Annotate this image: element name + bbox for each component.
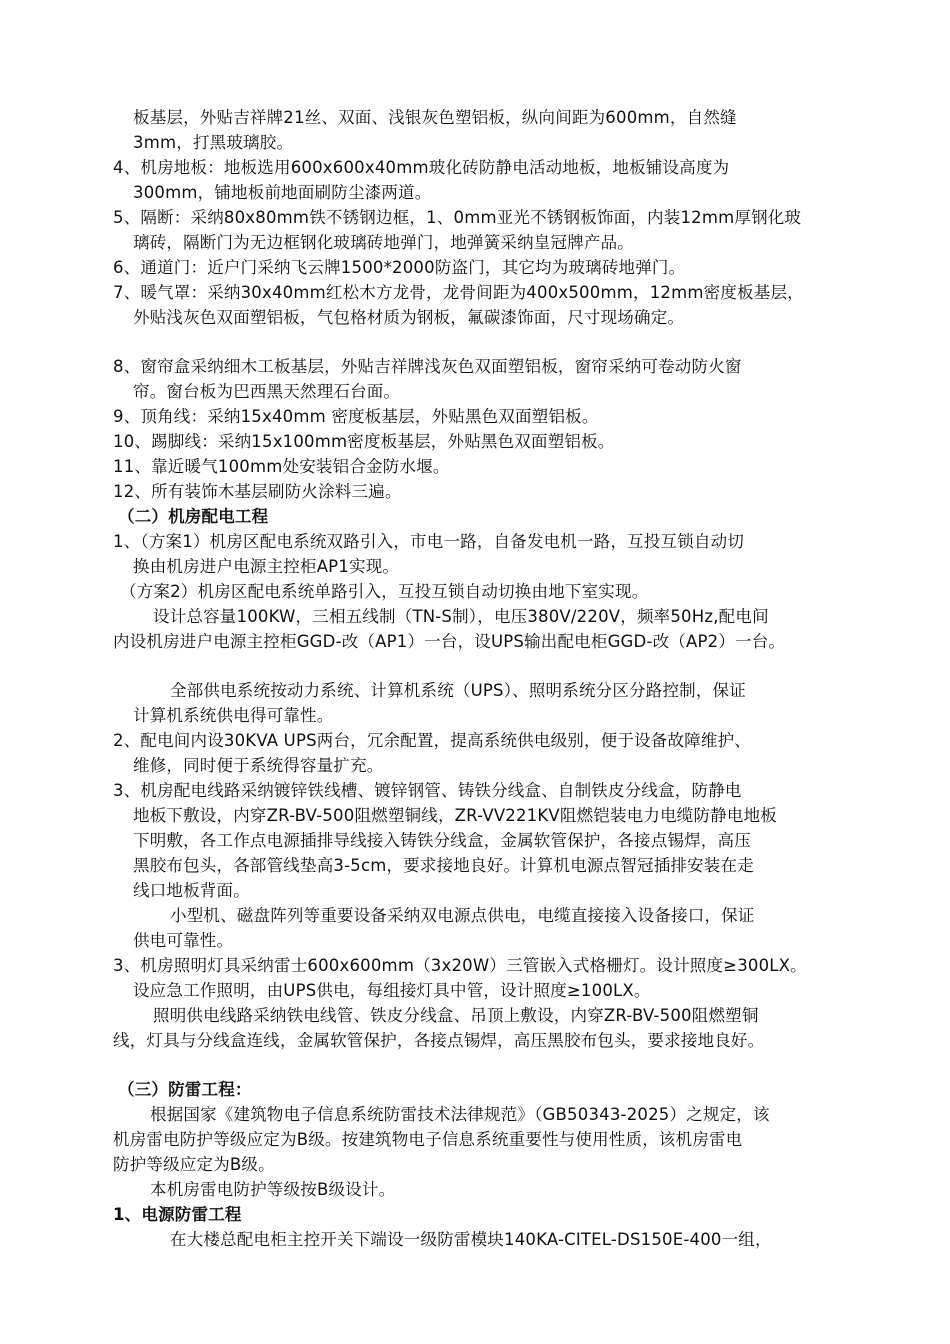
text-line: 7、暖气罩：采纳30x40mm红松木方龙骨，龙骨间距为400x500mm，12mm密度板基层， bbox=[113, 283, 804, 302]
text-line: 换由机房进户电源主控柜AP1实现。 bbox=[133, 557, 400, 576]
text-line: 设计总容量100KW，三相五线制（TN-S制），电压380V/220V，频率50Hz,配电间 bbox=[153, 607, 769, 626]
text-line: 300mm，铺地板前地面刷防尘漆两道。 bbox=[133, 183, 432, 202]
section-heading: （二）机房配电工程 bbox=[118, 507, 269, 526]
text-line: 10、踢脚线：采纳15x100mm密度板基层，外贴黑色双面塑铝板。 bbox=[113, 432, 615, 451]
text-line: 地板下敷设，内穿ZR-BV-500阻燃塑铜线，ZR-VV221KV阻燃铠装电力电缆防静电地板 bbox=[133, 806, 778, 825]
text-line: 1、（方案1）机房区配电系统双路引入，市电一路，自备发电机一路，互投互锁自动切 bbox=[113, 532, 745, 551]
text-line: 9、顶角线：采纳15x40mm 密度板基层，外贴黑色双面塑铝板。 bbox=[113, 407, 599, 426]
text-line: 4、机房地板：地板选用600x600x40mm玻化砖防静电活动地板，地板铺设高度为 bbox=[113, 158, 730, 177]
text-line: 下明敷，各工作点电源插排导线接入铸铁分线盒，金属软管保护，各接点锡焊，高压 bbox=[133, 831, 751, 850]
text-line: 照明供电线路采纳铁电线管、铁皮分线盒、吊顶上敷设，内穿ZR-BV-500阻燃塑铜 bbox=[153, 1006, 759, 1025]
text-line: 线，灯具与分线盒连线，金属软管保护，各接点锡焊，高压黑胶布包头，要求接地良好。 bbox=[113, 1031, 765, 1050]
text-line: 机房雷电防护等级应定为B级。按建筑物电子信息系统重要性与使用性质，该机房雷电 bbox=[113, 1130, 743, 1149]
text-line: 在大楼总配电柜主控开关下端设一级防雷模块140KA-CITEL-DS150E-400一组， bbox=[170, 1230, 772, 1249]
text-line: 内设机房进户电源主控柜GGD-改（AP1）一台，设UPS输出配电柜GGD-改（AP2）一台。 bbox=[113, 632, 786, 651]
text-line: 11、靠近暖气100mm处安装铝合金防水堰。 bbox=[113, 457, 450, 476]
text-line: 帘。窗台板为巴西黑天然理石台面。 bbox=[133, 382, 401, 401]
text-line: 供电可靠性。 bbox=[133, 931, 234, 950]
text-line: （方案2）机房区配电系统单路引入，互投互锁自动切换由地下室实现。 bbox=[120, 582, 649, 601]
section-heading: 1、电源防雷工程 bbox=[113, 1205, 242, 1224]
text-line: 防护等级应定为B级。 bbox=[113, 1155, 275, 1174]
text-line: 本机房雷电防护等级按B级设计。 bbox=[150, 1180, 396, 1199]
text-line: 璃砖，隔断门为无边框钢化玻璃砖地弹门，地弹簧采纳皇冠牌产品。 bbox=[133, 233, 634, 252]
text-line: 计算机系统供电得可靠性。 bbox=[133, 706, 334, 725]
text-line: 2、配电间内设30KVA UPS两台，冗余配置，提高系统供电级别，便于设备故障维护、 bbox=[113, 731, 751, 750]
text-line: 板基层，外贴吉祥牌21丝、双面、浅银灰色塑铝板，纵向间距为600mm，自然缝 bbox=[133, 108, 737, 127]
text-line: 全部供电系统按动力系统、计算机系统（UPS）、照明系统分区分路控制，保证 bbox=[170, 681, 746, 700]
text-line: 维修，同时便于系统得容量扩充。 bbox=[133, 756, 384, 775]
text-line: 小型机、磁盘阵列等重要设备采纳双电源点供电，电缆直接接入设备接口，保证 bbox=[170, 906, 755, 925]
text-line: 外贴浅灰色双面塑铝板，气包格材质为钢板，氟碳漆饰面，尺寸现场确定。 bbox=[133, 308, 685, 327]
text-line: 3mm，打黑玻璃胶。 bbox=[133, 133, 294, 152]
text-line: 5、隔断：采纳80x80mm铁不锈钢边框，1、0mm亚光不锈钢板饰面，内装12mm厚钢化玻 bbox=[113, 208, 802, 227]
text-line: 8、窗帘盒采纳细木工板基层，外贴吉祥牌浅灰色双面塑铝板，窗帘采纳可卷动防火窗 bbox=[113, 357, 742, 376]
text-line: 3、机房配电线路采纳镀锌铁线槽、镀锌钢管、铸铁分线盒、自制铁皮分线盒，防静电 bbox=[113, 781, 742, 800]
text-line: 6、通道门：近户门采纳飞云牌1500*2000防盗门，其它均为玻璃砖地弹门。 bbox=[113, 258, 686, 277]
text-line: 设应急工作照明，由UPS供电，每组接灯具中管，设计照度≥100LX。 bbox=[133, 981, 651, 1000]
section-heading: （三）防雷工程： bbox=[118, 1080, 252, 1099]
text-line: 12、所有装饰木基层刷防火涂料三遍。 bbox=[113, 482, 402, 501]
text-line: 黑胶布包头，各部管线垫高3-5cm，要求接地良好。计算机电源点智冠插排安装在走 bbox=[133, 856, 754, 875]
text-line: 3、机房照明灯具采纳雷士600x600mm（3x20W）三管嵌入式格栅灯。设计照度≥300LX。 bbox=[113, 956, 807, 975]
text-line: 根据国家《建筑物电子信息系统防雷技术法律规范》（GB50343-2025）之规定，该 bbox=[150, 1105, 770, 1124]
text-line: 线口地板背面。 bbox=[133, 881, 250, 900]
